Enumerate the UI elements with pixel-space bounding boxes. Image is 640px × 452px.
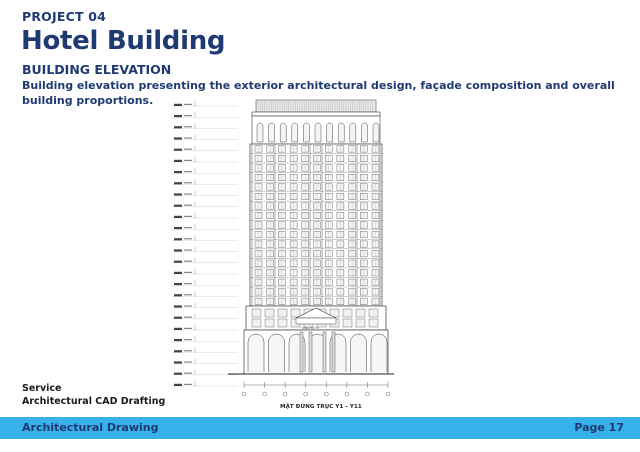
elevation-drawing bbox=[168, 98, 394, 414]
building-facade bbox=[228, 100, 394, 374]
signboard-text: TONG HOI TU bbox=[301, 327, 319, 330]
service-value: Architectural CAD Drafting bbox=[22, 396, 166, 407]
section-title: BUILDING ELEVATION bbox=[22, 62, 172, 77]
drawing-caption: MẶT ĐỨNG TRỤC Y1 - Y11 bbox=[280, 404, 362, 410]
page-number: Page 17 bbox=[574, 421, 624, 434]
service-block bbox=[22, 382, 165, 408]
project-label: PROJECT 04 bbox=[22, 9, 107, 24]
service-label: Service bbox=[22, 383, 62, 394]
description-text: Building elevation presenting the exterior architectural design, façade composition and overall building proportions. bbox=[22, 79, 615, 107]
footer-left-label: Architectural Drawing bbox=[22, 421, 159, 434]
footer-bar bbox=[0, 417, 640, 439]
page-title: Hotel Building bbox=[21, 26, 226, 56]
level-markers bbox=[173, 101, 238, 386]
dimension-line bbox=[242, 382, 390, 396]
